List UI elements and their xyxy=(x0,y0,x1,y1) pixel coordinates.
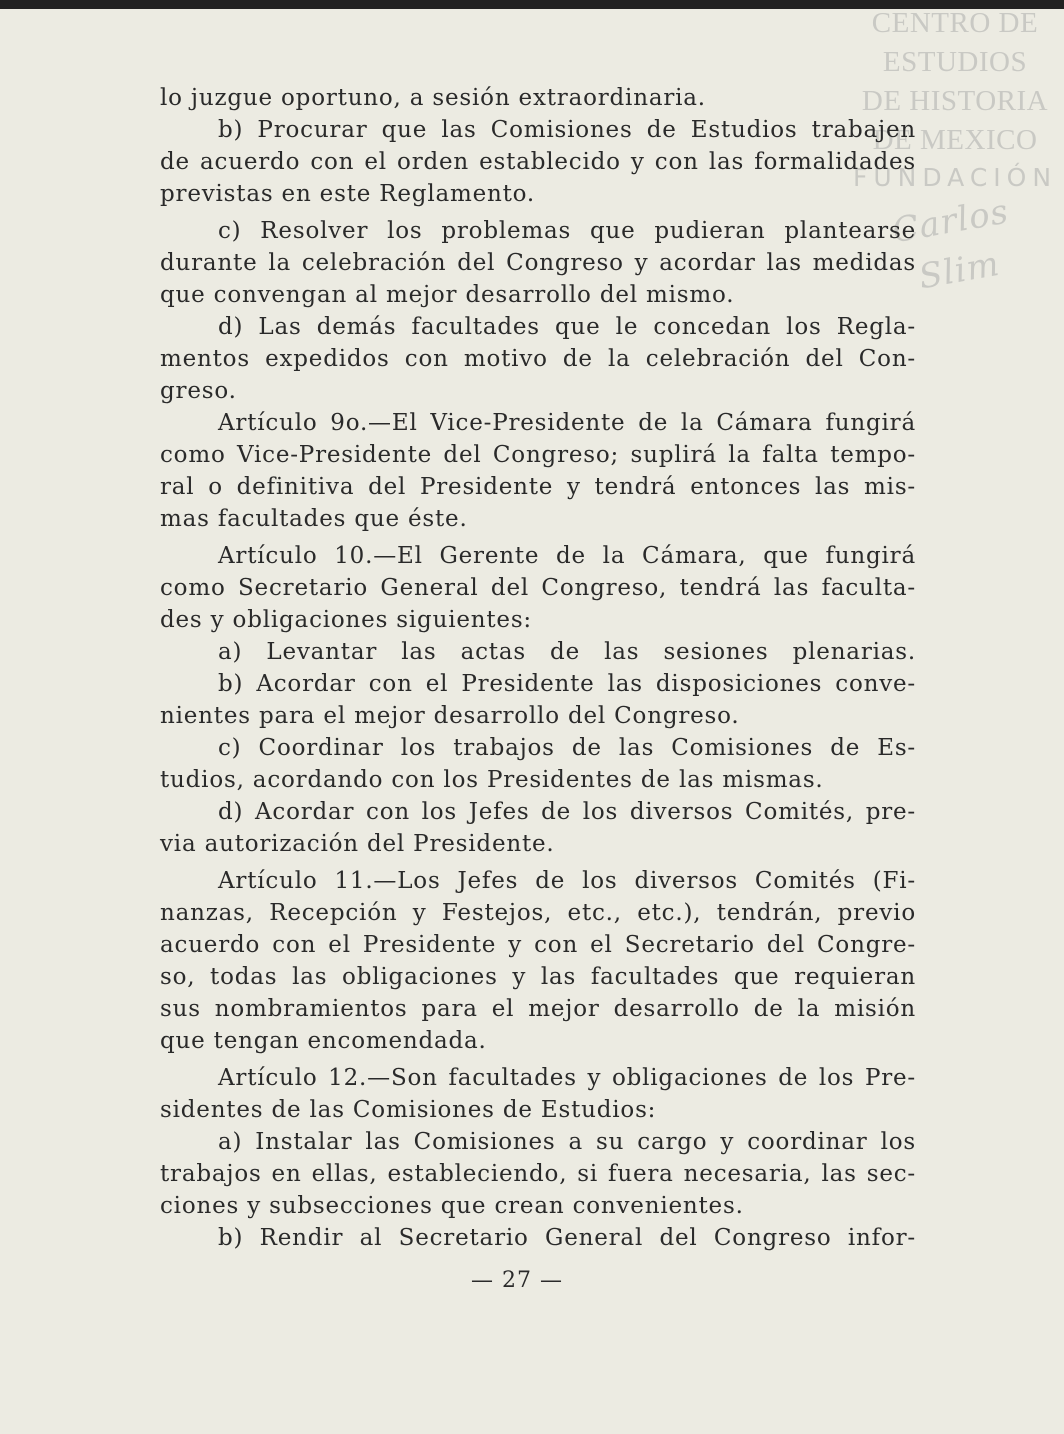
watermark-line-3: DE HISTORIA xyxy=(861,85,1049,117)
text-line: acuerdo con el Presidente y con el Secretario del Congre- xyxy=(160,932,916,958)
watermark-line-4: DE MEXICO xyxy=(872,124,1038,156)
text-line: lo juzgue oportuno, a sesión extraordinaria. xyxy=(160,85,706,111)
page-number: — 27 — xyxy=(471,1268,563,1293)
text-line: previstas en este Reglamento. xyxy=(160,181,536,207)
text-line: que convengan al mejor desarrollo del mismo. xyxy=(160,282,735,308)
text-line: sus nombramientos para el mejor desarrollo de la misión xyxy=(160,996,916,1022)
text-line: nanzas, Recepción y Festejos, etc., etc.), tendrán, previo xyxy=(160,900,916,926)
text-line: como Secretario General del Congreso, tendrá las faculta- xyxy=(160,575,916,601)
text-line: a) Instalar las Comisiones a su cargo y coordinar los xyxy=(218,1129,916,1155)
text-line: b) Rendir al Secretario General del Congreso infor- xyxy=(218,1225,916,1251)
text-line: via autorización del Presidente. xyxy=(160,831,555,857)
text-line: sidentes de las Comisiones de Estudios: xyxy=(160,1097,657,1123)
text-line: a) Levantar las actas de las sesiones plenarias. xyxy=(218,639,916,665)
page-body-text xyxy=(160,82,916,1254)
text-line: mentos expedidos con motivo de la celebración del Con- xyxy=(160,346,916,372)
text-line: ciones y subsecciones que crean convenientes. xyxy=(160,1193,744,1219)
text-line: greso. xyxy=(160,378,237,404)
text-line: como Vice-Presidente del Congreso; suplirá la falta tempo- xyxy=(160,442,916,468)
text-line: Artículo 11.—Los Jefes de los diversos Comités (Fi- xyxy=(218,868,916,894)
text-line: d) Acordar con los Jefes de los diversos Comités, pre- xyxy=(218,799,916,825)
text-line: que tengan encomendada. xyxy=(160,1028,487,1054)
text-line: d) Las demás facultades que le concedan los Regla- xyxy=(218,314,916,340)
text-line: nientes para el mejor desarrollo del Congreso. xyxy=(160,703,740,729)
text-line: Artículo 10.—El Gerente de la Cámara, que fungirá xyxy=(218,543,916,569)
text-line: trabajos en ellas, estableciendo, si fuera necesaria, las sec- xyxy=(160,1161,916,1187)
text-line: ral o definitiva del Presidente y tendrá entonces las mis- xyxy=(160,474,916,500)
text-line: durante la celebración del Congreso y acordar las medidas xyxy=(160,250,916,276)
text-line: so, todas las obligaciones y las facultades que requieran xyxy=(160,964,916,990)
text-line: de acuerdo con el orden establecido y con las formalidades xyxy=(160,149,916,175)
watermark-line-2: ESTUDIOS xyxy=(882,46,1028,78)
text-line: c) Resolver los problemas que pudieran plantearse xyxy=(218,218,916,244)
watermark-foundation: FUNDACIÓN xyxy=(852,163,1058,192)
text-line: b) Acordar con el Presidente las disposiciones conve- xyxy=(218,671,916,697)
text-line: Artículo 12.—Son facultades y obligaciones de los Pre- xyxy=(218,1065,916,1091)
text-line: c) Coordinar los trabajos de las Comisiones de Es- xyxy=(218,735,916,761)
watermark-line-1: CENTRO DE xyxy=(871,7,1039,39)
watermark-signature: Carlos Slim xyxy=(889,191,1012,298)
text-line: Artículo 9o.—El Vice-Presidente de la Cámara fungirá xyxy=(218,410,916,436)
text-line: b) Procurar que las Comisiones de Estudios trabajen xyxy=(218,117,916,143)
text-line: tudios, acordando con los Presidentes de las mismas. xyxy=(160,767,824,793)
text-line: des y obligaciones siguientes: xyxy=(160,607,532,633)
text-line: mas facultades que éste. xyxy=(160,506,468,532)
